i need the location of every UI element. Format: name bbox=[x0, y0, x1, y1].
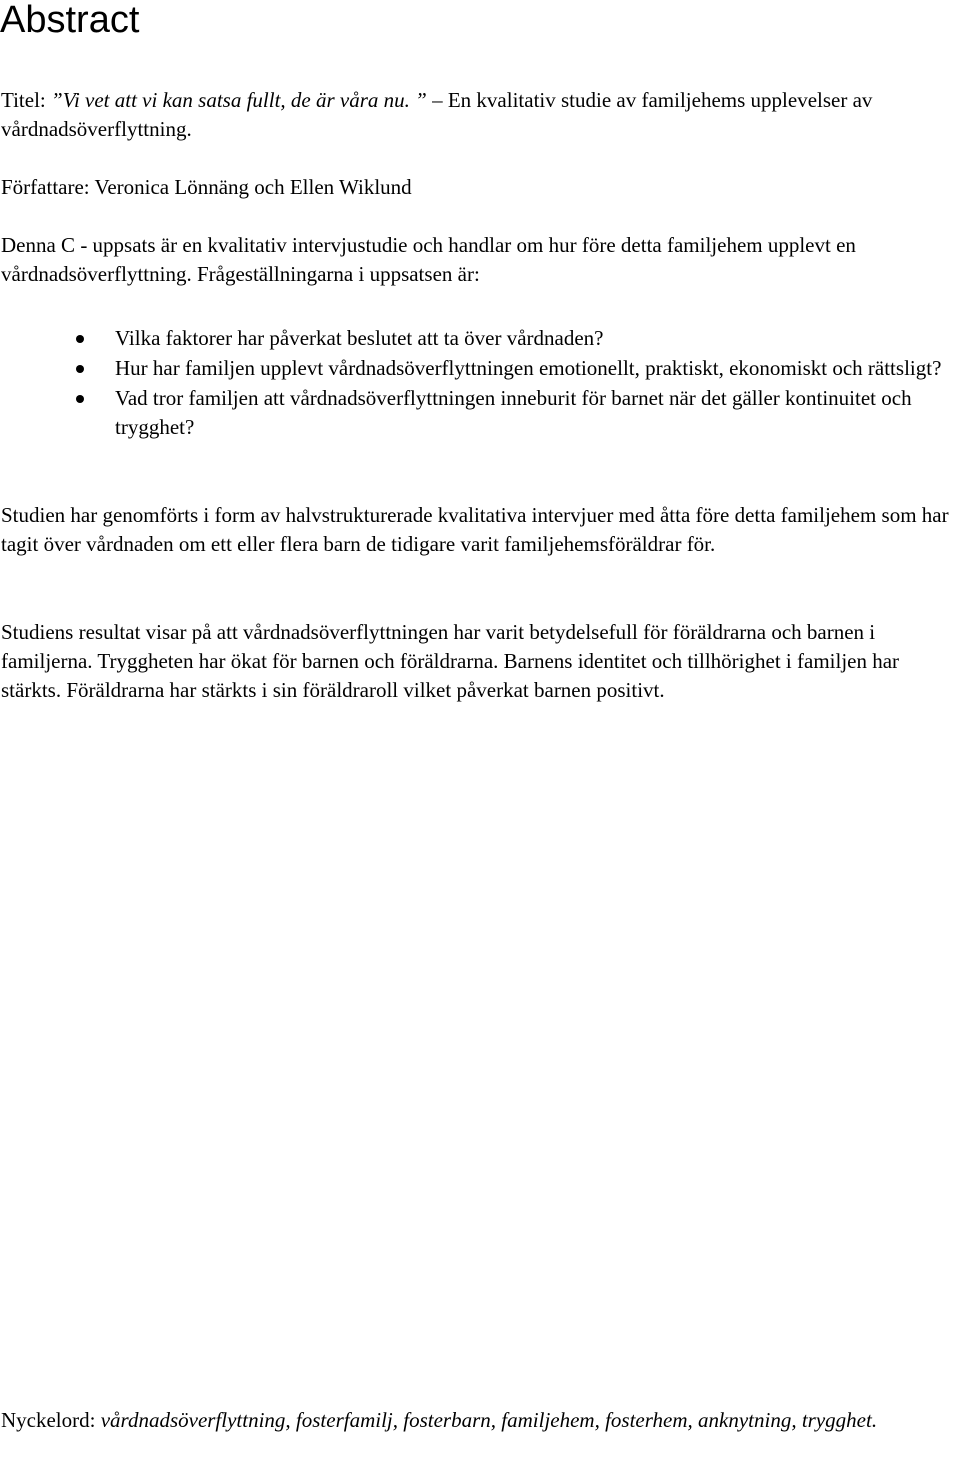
title-line bbox=[1, 86, 956, 144]
title-label: Titel: bbox=[1, 88, 46, 112]
authors-line: Författare: Veronica Lönnäng och Ellen Wiklund bbox=[1, 175, 412, 199]
title-dash: – bbox=[432, 88, 443, 112]
intro-paragraph: Denna C - uppsats är en kvalitativ intervjustudie och handlar om hur före detta familjehem upplevt en vårdnadsöverflyttning. Frågeställningarna i uppsatsen är: bbox=[1, 233, 856, 286]
subtitle: En kvalitativ studie av familjehems upplevelser av vårdnadsöverflyttning. bbox=[1, 88, 873, 141]
keywords-line bbox=[1, 1406, 941, 1435]
list-item bbox=[0, 354, 956, 383]
question-text: Vad tror familjen att vårdnadsöverflyttningen inneburit för barnet när det gäller kontinuitet och trygghet? bbox=[115, 386, 912, 439]
list-item bbox=[0, 324, 956, 353]
bullet-icon bbox=[76, 395, 84, 403]
bullet-icon bbox=[76, 335, 84, 343]
research-questions-list bbox=[0, 324, 956, 443]
keywords-label: Nyckelord: bbox=[1, 1408, 96, 1432]
list-item bbox=[0, 384, 956, 442]
keywords-terms: vårdnadsöverflyttning, fosterfamilj, fosterbarn, familjehem, fosterhem, anknytning, trygghet. bbox=[100, 1408, 878, 1432]
quote-close: ” bbox=[415, 88, 427, 112]
question-text: Hur har familjen upplevt vårdnadsöverflyttningen emotionellt, praktiskt, ekonomiskt och rättsligt? bbox=[115, 356, 942, 380]
results-paragraph: Studiens resultat visar på att vårdnadsöverflyttningen har varit betydelsefull för föräldrarna och barnen i familjerna. Tryggheten har ökat för barnen och föräldrarna. Barnens identitet och tillhörighet i familjen har stärkts. Föräldrarna har stärkts i sin föräldraroll vilket påverkat barnen positivt. bbox=[1, 620, 900, 702]
quote-open: ” bbox=[51, 88, 63, 112]
bullet-icon bbox=[76, 365, 84, 373]
question-text: Vilka faktorer har påverkat beslutet att ta över vårdnaden? bbox=[115, 326, 604, 350]
main-title: Vi vet att vi kan satsa fullt, de är våra nu. bbox=[62, 88, 410, 112]
page-heading: Abstract bbox=[0, 0, 140, 41]
method-paragraph: Studien har genomförts i form av halvstrukturerade kvalitativa intervjuer med åtta före detta familjehem som har tagit över vårdnaden om ett eller flera barn de tidigare varit familjehemsföräldrar för. bbox=[1, 503, 949, 556]
